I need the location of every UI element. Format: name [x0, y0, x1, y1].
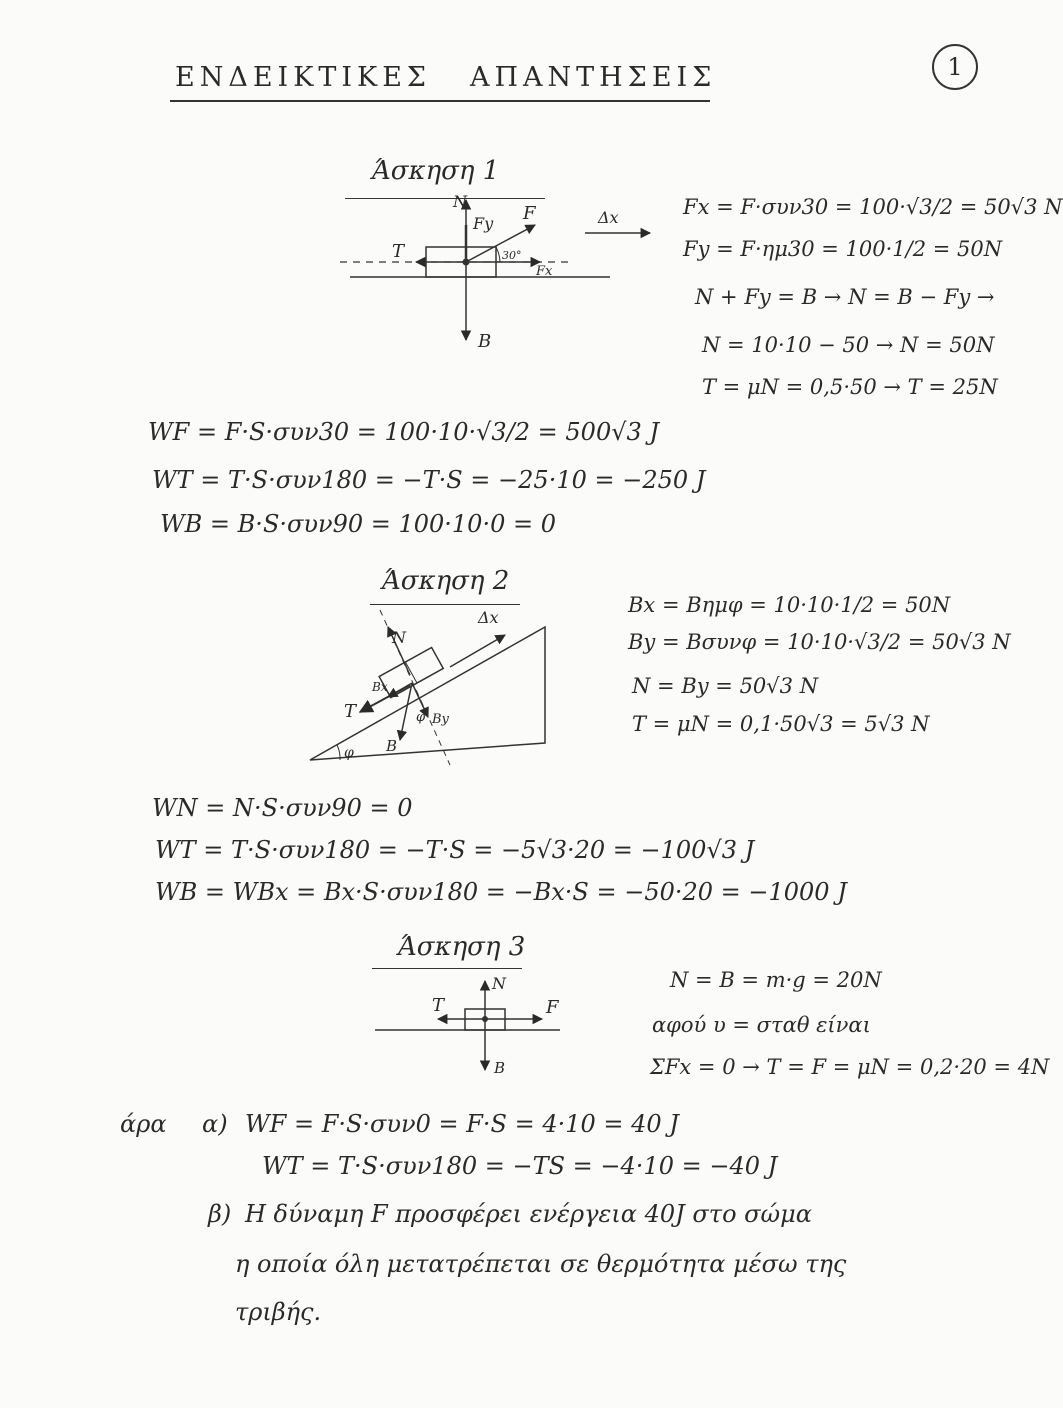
- ex1-label-Fx: Fx: [536, 264, 553, 279]
- ex1-eq-4: N = 10·10 − 50 → N = 50N: [702, 333, 995, 357]
- ex1-label-B: B: [478, 331, 492, 352]
- ex1-work-F: WF = F·S·συν30 = 100·10·√3/2 = 500√3 J: [148, 418, 660, 446]
- ex3-b-line-1: Η δύναμη F προσφέρει ενέργεια 40J στο σώμα: [245, 1200, 812, 1228]
- ex2-work-T: WT = T·S·συν180 = −T·S = −5√3·20 = −100√3 J: [155, 836, 755, 864]
- ex1-heading: Άσκηση 1: [372, 156, 500, 186]
- ex1-eq-2: Fy = F·ημ30 = 100·1/2 = 50N: [683, 237, 1003, 261]
- ex3-heading: Άσκηση 3: [398, 932, 526, 962]
- ex2-arrow-dx: [450, 635, 505, 667]
- title-right: ΑΠΑΝΤΗΣΕΙΣ: [470, 62, 717, 93]
- ex3-heading-underline: [372, 968, 522, 969]
- ex1-label-angle: 30°: [502, 249, 522, 262]
- ex2-label-B: B: [386, 737, 398, 755]
- ex2-label-T: T: [344, 701, 357, 722]
- ex3-label-T: T: [432, 995, 445, 1016]
- ex3-force-diagram: [370, 975, 570, 1075]
- ex1-eq-1: Fx = F·συν30 = 100·√3/2 = 50√3 N: [683, 195, 1063, 219]
- ex3-ara: άρα: [120, 1110, 167, 1138]
- ex2-work-N: WN = N·S·συν90 = 0: [152, 794, 413, 822]
- ex3-label-B: B: [494, 1059, 506, 1077]
- ex1-label-F: F: [523, 203, 536, 224]
- ex2-eq-4: T = μN = 0,1·50√3 = 5√3 N: [632, 712, 930, 736]
- ex3-label-F: F: [546, 997, 559, 1018]
- ex3-b-line-2: η οποία όλη μετατρέπεται σε θερμότητα μέσω της: [235, 1250, 847, 1278]
- ex1-eq-5: T = μN = 0,5·50 → T = 25N: [702, 375, 998, 399]
- ex1-eq-3: N + Fy = B → N = B − Fy →: [695, 285, 995, 309]
- ex1-label-Fy: Fy: [473, 214, 494, 233]
- ex2-label-phi: φ: [416, 710, 426, 725]
- ex3-b-line-3: τριβής.: [235, 1298, 322, 1326]
- ex2-incline: [310, 627, 545, 760]
- ex2-eq-1: Bx = Bημφ = 10·10·1/2 = 50N: [628, 593, 951, 617]
- title-underline: [170, 100, 710, 102]
- ex2-eq-3: N = By = 50√3 N: [632, 674, 819, 698]
- page-number: 1: [932, 44, 978, 90]
- title-left: ΕΝΔΕΙΚΤΙΚΕΣ: [175, 62, 432, 93]
- ex3-eq-3: ΣFx = 0 → T = F = μN = 0,2·20 = 4N: [650, 1055, 1050, 1079]
- ex2-heading: Άσκηση 2: [382, 566, 510, 596]
- ex1-label-dx: Δx: [598, 208, 619, 227]
- ex2-work-B: WB = WBx = Bx·S·συν180 = −Bx·S = −50·20 = −1000 J: [155, 878, 847, 906]
- ex1-label-T: T: [392, 241, 405, 262]
- ex3-eq-1: N = B = m·g = 20N: [670, 968, 882, 992]
- ex2-incline-diagram: [300, 605, 560, 775]
- ex2-label-By: By: [432, 712, 449, 727]
- ex3-a-work-F: WF = F·S·συν0 = F·S = 4·10 = 40 J: [245, 1110, 679, 1138]
- ex3-a-work-T: WT = T·S·συν180 = −TS = −4·10 = −40 J: [262, 1152, 778, 1180]
- ex3-eq-2: αφού υ = σταθ είναι: [652, 1013, 871, 1037]
- ex2-label-dx: Δx: [478, 608, 499, 627]
- ex2-eq-2: By = Bσυνφ = 10·10·√3/2 = 50√3 N: [628, 630, 1011, 654]
- ex2-label-Bx: Bx: [372, 680, 388, 694]
- ex3-b-label: β): [208, 1200, 232, 1228]
- ex3-a-label: α): [202, 1110, 228, 1138]
- ex1-work-T: WT = T·S·συν180 = −T·S = −25·10 = −250 J: [152, 466, 706, 494]
- ex2-label-phi2: φ: [344, 745, 354, 761]
- ex1-label-N: N: [453, 192, 467, 211]
- ex2-label-N: N: [392, 628, 406, 647]
- ex1-work-B: WB = B·S·συν90 = 100·10·0 = 0: [160, 510, 556, 538]
- ex2-arrow-Bx: [388, 683, 412, 697]
- ex1-force-diagram: [330, 192, 660, 355]
- ex3-label-N: N: [492, 974, 506, 993]
